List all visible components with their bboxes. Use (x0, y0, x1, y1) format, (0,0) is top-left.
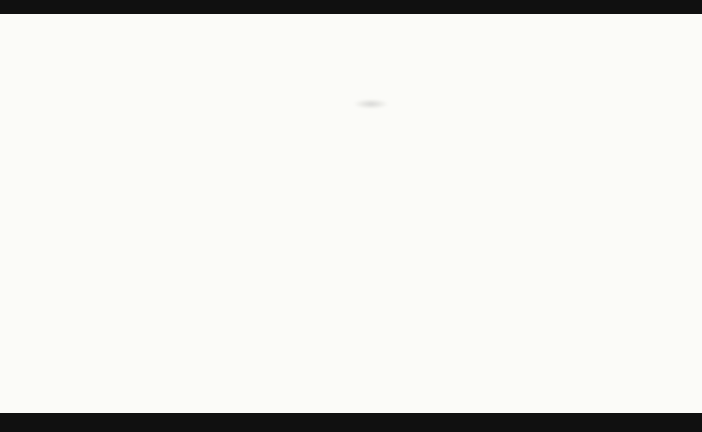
top-triangle-border (0, 0, 702, 14)
bottom-triangle-border (0, 413, 702, 432)
bottom-border-pattern-icon (0, 413, 702, 432)
scan-smudge (353, 99, 389, 109)
top-border-pattern-icon (0, 0, 702, 14)
